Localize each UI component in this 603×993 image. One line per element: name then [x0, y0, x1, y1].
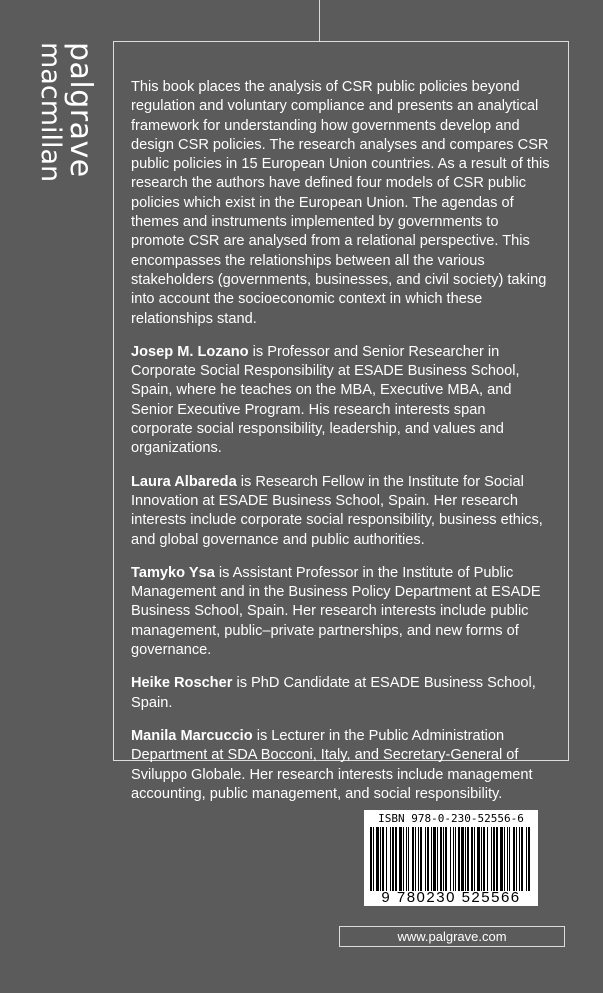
isbn-label: ISBN 978-0-230-52556-6 [378, 812, 524, 825]
author-bio-text: is Assistant Professor in the Institute of Public Management and in the Business Policy Department at ESADE Business School, Spain. Her research interests include public management, public–private partnerships, and new forms of governance. [131, 564, 541, 659]
barcode-bar [418, 827, 419, 891]
barcode-bar [509, 827, 510, 891]
author-name: Heike Roscher [131, 675, 233, 692]
barcode-bar [528, 827, 530, 891]
author-bio-text: is Research Fellow in the Institute for Social Innovation at ESADE Business School, Spain. Her research interests include corporate social responsibility, business ethics, and global governance and public authorities. [131, 473, 543, 548]
barcode-bar [390, 827, 391, 891]
barcode-bar [412, 827, 414, 891]
isbn-barcode [364, 810, 538, 906]
barcode-bar [493, 827, 495, 891]
barcode-bar [406, 827, 407, 891]
barcode-bar [467, 827, 469, 891]
author-name: Laura Albareda [131, 473, 237, 490]
barcode-bar [392, 827, 394, 891]
barcode-bar [415, 827, 416, 891]
author-name: Josep M. Lozano [131, 343, 249, 360]
author-bio-text: is PhD Candidate at ESADE Business School, Spain. [131, 675, 536, 711]
author-bio [131, 674, 551, 713]
barcode-bar [440, 827, 442, 891]
author-bio-text: is Professor and Senior Researcher in Corporate Social Responsibility at ESADE Business School, Spain, where he teaches on the MBA, Executive MBA, and Senior Executive Program. His research interests span corporate social responsibility, leadership, and values and organizations. [131, 343, 520, 457]
book-description: This book places the analysis of CSR public policies beyond regulation and voluntary compliance and presents an analytical framework for understanding how governments develop and design CSR policies. The research analyses and compares CSR public policies in 15 European Union countries. As a result of this research the authors have defined four models of CSR public policies which exist in the European Union. The agendas of themes and instruments implemented by governments to promote CSR are analysed from a relational perspective. This encompasses the relationships between all the various stakeholders (governments, businesses, and civil society) taking into account the socioeconomic context in which these relationships stand. [131, 79, 550, 327]
author-name: Manila Marcuccio [131, 727, 253, 744]
barcode-bar [504, 827, 505, 891]
barcode-bar [477, 827, 480, 891]
barcode-bar [453, 827, 454, 891]
barcode-bar [443, 827, 444, 891]
barcode-bar [370, 827, 372, 891]
barcode-bar [403, 827, 404, 891]
barcode-bar [487, 827, 488, 891]
barcode-bar [513, 827, 515, 891]
barcode-bar [474, 827, 475, 891]
barcode-bar [425, 827, 426, 891]
barcode-bar [481, 827, 482, 891]
author-name: Tamyko Ysa [131, 564, 215, 581]
barcode-bar [445, 827, 447, 891]
barcode-bar [386, 827, 387, 891]
blurb-box [113, 41, 569, 802]
barcode-bar [408, 827, 409, 891]
author-bio [131, 727, 551, 804]
barcode-bar [427, 827, 429, 891]
logo-macmillan: macmillan [35, 42, 66, 183]
barcode-bar [437, 827, 438, 891]
barcode-bar [399, 827, 402, 891]
author-bio [131, 473, 551, 550]
author-bio-text: is Lecturer in the Public Administration Department at SDA Bocconi, Italy, and Secretary-General of Sviluppo Globale. Her research interests include management accounting, public management, and social responsibility. [131, 727, 533, 802]
barcode-bar [395, 827, 397, 891]
barcode-bar [500, 827, 503, 891]
top-divider-line [319, 0, 320, 42]
barcode-bar [376, 827, 379, 891]
barcode-bar [507, 827, 508, 891]
barcode-bar [433, 827, 436, 891]
barcode-bar [516, 827, 517, 891]
barcode-bar [461, 827, 464, 891]
logo-palgrave: palgrave [63, 42, 98, 178]
barcode-bar [455, 827, 456, 891]
barcode-bar [373, 827, 374, 891]
barcode-bar [458, 827, 460, 891]
author-bio [131, 564, 551, 660]
barcode-bar [420, 827, 422, 891]
barcode-bar [431, 827, 432, 891]
barcode-bar [496, 827, 498, 891]
barcode-digits: 9 780230 525566 [381, 889, 521, 906]
author-bio [131, 343, 551, 459]
barcode-bars [370, 827, 532, 891]
barcode-bar [450, 827, 451, 891]
barcode-bar [471, 827, 473, 891]
barcode-bar [380, 827, 381, 891]
barcode-bar [465, 827, 466, 891]
palgrave-macmillan-logo [35, 42, 98, 202]
publisher-website-link[interactable]: www.palgrave.com [339, 926, 565, 947]
barcode-bar [382, 827, 384, 891]
barcode-bar [519, 827, 520, 891]
barcode-bar [491, 827, 492, 891]
barcode-bar [521, 827, 523, 891]
barcode-bar [483, 827, 485, 891]
barcode-bar [526, 827, 527, 891]
